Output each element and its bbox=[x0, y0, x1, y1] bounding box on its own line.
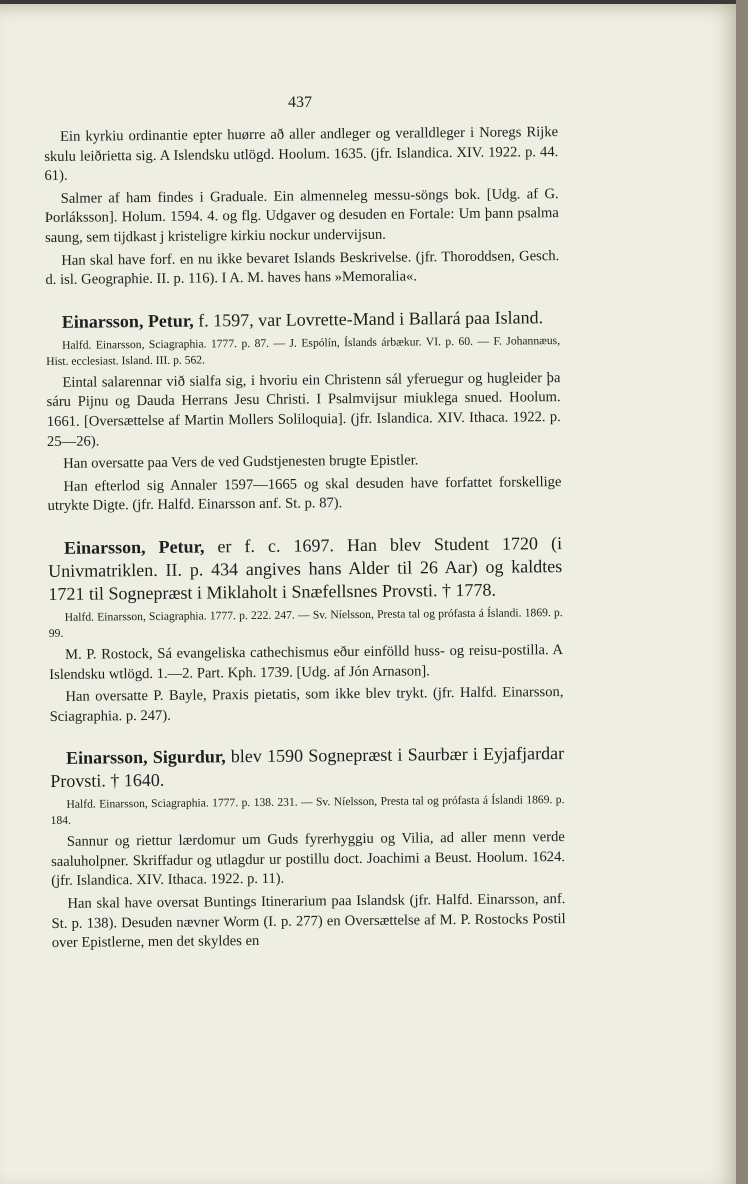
entry-heading bbox=[50, 742, 564, 793]
entry-paragraph: Han skal have oversat Buntings Itinerarium paa Islandsk (jfr. Halfd. Einarsson, anf. St. p. 138). Desuden nævner Worm (I. p. 277) en Oversættelse af M. P. Rostocks Postil over Epistlerne, men det skyldes en bbox=[51, 891, 566, 952]
entry-paragraph: Eintal salarennar við sialfa sig, i hvoriu ein Christenn sál yferuegur og hugleider þa sáru Pijnu og Dauda Herrans Jesu Christi. I Psalmvijsur miuklega snued. Hoolum. 1661. [Oversættelse af Martin Mollers Soliloquia]. (jfr. Islandica. XIV. Ithaca. 1922. p. 25—26). bbox=[46, 369, 561, 450]
entry-einarsson-sigurdur bbox=[50, 742, 566, 953]
entry-references: Halfd. Einarsson, Sciagraphia. 1777. p. 138. 231. — Sv. Níelsson, Presta tal og prófasta á Íslandi 1869. p. 184. bbox=[50, 793, 565, 828]
entry-paragraph: Han efterlod sig Annaler 1597—1665 og skal desuden have forfattet forskellige utrykte Digte. (jfr. Halfd. Einarsson anf. St. p. 87). bbox=[47, 473, 562, 515]
entry-einarsson-petur-1597 bbox=[46, 306, 562, 517]
entry-name: Einarsson, Sigurdur, bbox=[65, 746, 226, 769]
entry-name: Einarsson, Petur, bbox=[61, 310, 194, 332]
book-page bbox=[0, 4, 736, 1184]
book-spine-edge bbox=[736, 0, 748, 1184]
entry-einarsson-petur-1697 bbox=[48, 532, 564, 727]
entry-references: Halfd. Einarsson, Sciagraphia. 1777. p. 87. — J. Espólín, Íslands árbækur. VI. p. 60. — F. Johannæus, Hist. ecclesiast. Island. III. p. 562. bbox=[46, 333, 561, 368]
entry-heading bbox=[48, 532, 563, 606]
entry-heading-text: blev 1590 Sognepræst i Saurbær i Eyjafjardar Provsti. † 1640. bbox=[50, 743, 565, 792]
entry-name: Einarsson, Petur, bbox=[63, 536, 205, 558]
entry-paragraph: M. P. Rostock, Sá evangeliska cathechismus eður einfölld huss- og reisu-postilla. A Islendsku wtlögd. 1.—2. Part. Kph. 1739. [Udg. af Jón Arnason]. bbox=[49, 641, 564, 683]
entry-paragraph: Sannur og riettur lærdomur um Guds fyrerhyggiu og Vilia, ad aller menn verde saaluholpner. Skriffadur og utlagdur ur postillu doct. Joachimi a Beust. Hoolum. 1624. (jfr. Islandica. XIV. Ithaca. 1922. p. 11). bbox=[50, 829, 566, 890]
intro-paragraph: Ein kyrkiu ordinantie epter huørre að aller andleger og veralldleger i Noregs Rijke skulu leiðrietta sig. A Islendsku utlögd. Hoolum. 1635. (jfr. Islandica. XIV. 1922. p. 44. 61). bbox=[44, 124, 559, 185]
intro-paragraph: Han skal have forf. en nu ikke bevaret Islands Beskrivelse. (jfr. Thoroddsen, Gesch. d. isl. Geographie. II. p. 116). I A. M. haves hans »Memoralia«. bbox=[45, 247, 560, 289]
entry-heading-text: f. 1597, var Lovrette-Mand i Ballará paa Island. bbox=[198, 306, 544, 331]
entry-paragraph: Han oversatte paa Vers de ved Gudstjenesten brugte Epistler. bbox=[63, 452, 419, 472]
entry-paragraph: Han oversatte P. Bayle, Praxis pietatis, som ikke blev trykt. (jfr. Halfd. Einarsson, Sciagraphia. p. 247). bbox=[49, 684, 564, 725]
intro-paragraph: Salmer af ham findes i Graduale. Ein almenneleg messu-söngs bok. [Udg. af G. Þorláksson]. Holum. 1594. 4. og flg. Udgaver og desuden en Fortale: Um þann psalma saung, sem tijdkast j kristeligre kirkiu nockur undervijsun. bbox=[44, 185, 559, 246]
entry-heading-text: er f. c. 1697. Han blev Student 1720 (i Univmatriklen. II. p. 434 angives hans Alder til 26 Aar) og kaldtes 1721 til Sognepræst i Miklaholt i Snæfellsnes Provsti. † 1778. bbox=[48, 532, 563, 604]
page-number: 437 bbox=[288, 94, 312, 111]
entry-references: Halfd. Einarsson, Sciagraphia. 1777. p. 222. 247. — Sv. Níelsson, Presta tal og prófasta á Íslandi. 1869. p. 99. bbox=[48, 605, 563, 640]
entry-heading bbox=[46, 306, 560, 334]
page-text bbox=[44, 123, 566, 957]
